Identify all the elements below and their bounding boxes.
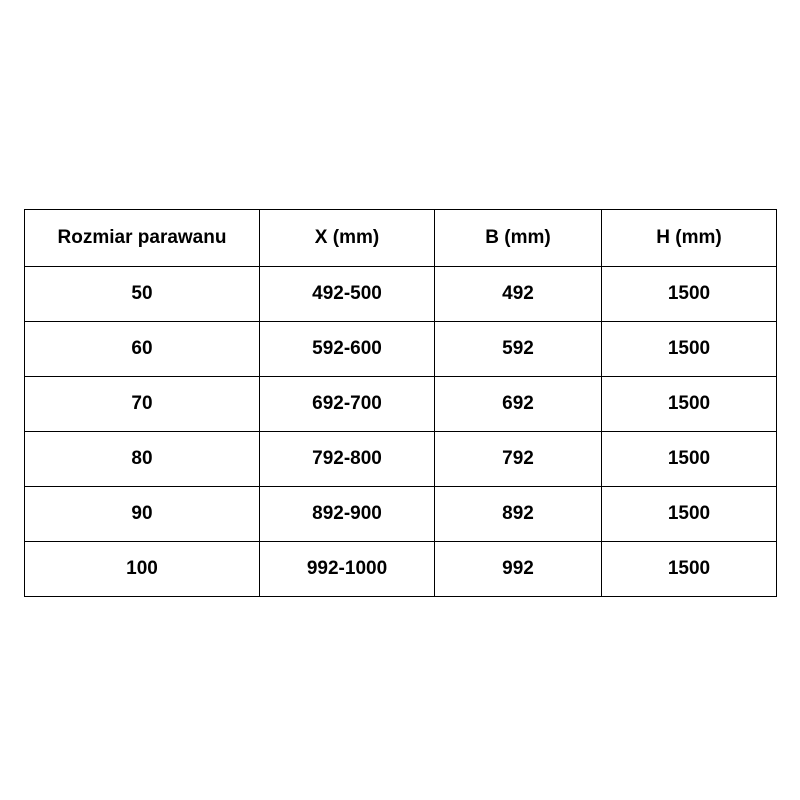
table-row <box>25 487 777 542</box>
cell-x: 492-500 <box>260 267 435 322</box>
table-row <box>25 377 777 432</box>
cell-size: 100 <box>25 542 260 597</box>
table-row <box>25 322 777 377</box>
cell-size: 60 <box>25 322 260 377</box>
column-header-size: Rozmiar parawanu <box>25 210 260 267</box>
cell-h: 1500 <box>602 377 777 432</box>
cell-h: 1500 <box>602 542 777 597</box>
table-row <box>25 432 777 487</box>
cell-x: 692-700 <box>260 377 435 432</box>
cell-b: 492 <box>435 267 602 322</box>
cell-b: 792 <box>435 432 602 487</box>
column-header-h: H (mm) <box>602 210 777 267</box>
column-header-x: X (mm) <box>260 210 435 267</box>
cell-size: 70 <box>25 377 260 432</box>
shower-screen-size-table <box>24 209 777 597</box>
cell-b: 592 <box>435 322 602 377</box>
cell-size: 90 <box>25 487 260 542</box>
cell-h: 1500 <box>602 322 777 377</box>
cell-h: 1500 <box>602 487 777 542</box>
cell-b: 692 <box>435 377 602 432</box>
cell-x: 592-600 <box>260 322 435 377</box>
spec-table-container <box>24 209 776 597</box>
table-row <box>25 542 777 597</box>
table-header-row <box>25 210 777 267</box>
table-row <box>25 267 777 322</box>
cell-x: 892-900 <box>260 487 435 542</box>
cell-b: 892 <box>435 487 602 542</box>
cell-x: 992-1000 <box>260 542 435 597</box>
cell-h: 1500 <box>602 267 777 322</box>
cell-h: 1500 <box>602 432 777 487</box>
cell-size: 50 <box>25 267 260 322</box>
column-header-b: B (mm) <box>435 210 602 267</box>
cell-x: 792-800 <box>260 432 435 487</box>
cell-size: 80 <box>25 432 260 487</box>
cell-b: 992 <box>435 542 602 597</box>
